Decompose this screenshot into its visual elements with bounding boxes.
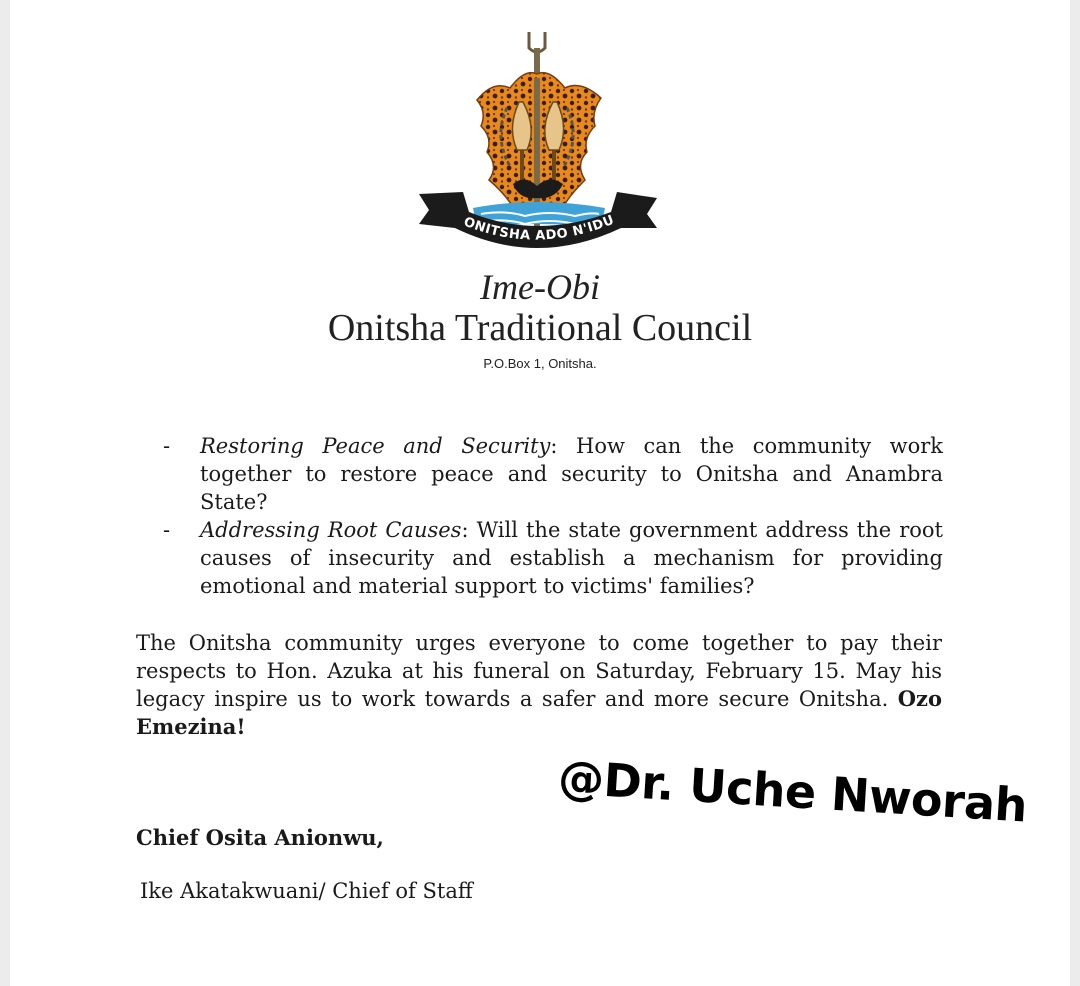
page-edge-left: [0, 0, 10, 986]
council-address: P.O.Box 1, Onitsha.: [483, 356, 597, 371]
bullet-dash: -: [163, 434, 171, 458]
signatory-title: Ike Akatakwuani/ Chief of Staff: [140, 879, 473, 903]
council-name-line-2: Onitsha Traditional Council: [327, 307, 753, 349]
crest-motto: ONITSHA ADO N'IDU: [461, 212, 617, 244]
council-name-line-1: Ime-Obi: [480, 267, 600, 307]
onitsha-crest-emblem: [415, 28, 660, 260]
signatory-name: Chief Osita Anionwu,: [136, 825, 384, 850]
closing-body: The Onitsha community urges everyone to come together to pay their respects to Hon. Azuka at his funeral on Saturday, February 15. May his legacy inspire us to work towards a safer and more secure Onitsha.: [136, 631, 942, 711]
closing-paragraph: [136, 629, 942, 741]
bullet-dash: -: [163, 518, 171, 542]
bullet-item-root-causes: [163, 516, 943, 600]
bullet-list: [163, 432, 943, 600]
bullet-heading: Addressing Root Causes: [200, 518, 462, 542]
bullet-heading: Restoring Peace and Security: [200, 434, 551, 458]
bullet-item-peace-security: [163, 432, 943, 516]
closing-emphasis: Ozo Emezina!: [136, 686, 942, 739]
page-edge-right: [1070, 0, 1080, 986]
bullet-text: : How can the community work together to restore peace and security to Onitsha and Anambra State?: [200, 434, 943, 514]
author-watermark: @Dr. Uche Nworah: [556, 750, 1029, 833]
bullet-text: : Will the state government address the root causes of insecurity and establish a mechanism for providing emotional and material support to victims' families?: [200, 518, 943, 598]
